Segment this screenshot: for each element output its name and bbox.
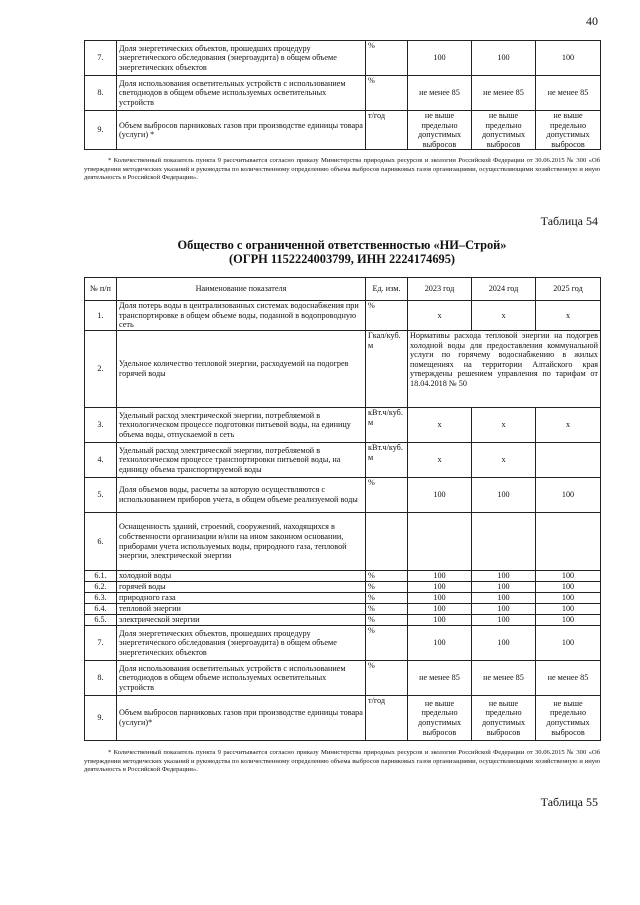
table-row <box>85 443 601 478</box>
row-number: 6.2. <box>85 582 117 593</box>
value-2023: 100 <box>408 41 472 76</box>
header-2023: 2023 год <box>408 278 472 301</box>
row-number: 6.3. <box>85 593 117 604</box>
value-2025: 100 <box>536 604 601 615</box>
row-number: 6.5. <box>85 615 117 626</box>
unit-cell: кВт.ч/куб. м <box>366 443 408 478</box>
value-2025: 100 <box>536 41 601 76</box>
indicator-name: природного газа <box>117 593 366 604</box>
table-row <box>85 408 601 443</box>
value-2025: 100 <box>536 478 601 513</box>
table-row <box>85 331 601 408</box>
row-number: 5. <box>85 478 117 513</box>
footnote-bottom: * Количественный показатель пункта 9 рассчитывается согласно приказу Министерства природных ресурсов и экологии Российской Федерации от 30.06.2015 № 300 «Об утверждении методических указаний и руководства по количественному определению объема выбросов парниковых газов организациями, осуществляющими хозяйственную и иную деятельность в Российской Федерации». <box>84 749 600 774</box>
unit-cell: Гкал/куб. м <box>366 331 408 408</box>
value-2025: 100 <box>536 626 601 661</box>
value-2023: 100 <box>408 615 472 626</box>
indicator-name: Объем выбросов парниковых газов при производстве единицы товара (услуги) * <box>117 111 366 150</box>
row-number: 6.1. <box>85 571 117 582</box>
organization-name: Общество с ограниченной ответственностью «НИ–Строй» <box>177 238 507 252</box>
unit-cell <box>366 513 408 571</box>
table-row <box>85 111 601 150</box>
unit-cell: % <box>366 76 408 111</box>
row-number: 7. <box>85 41 117 76</box>
indicator-name: электрической энергии <box>117 615 366 626</box>
table-row <box>85 593 601 604</box>
row-number: 6.4. <box>85 604 117 615</box>
value-2025: 100 <box>536 615 601 626</box>
indicators-table-body <box>85 301 601 741</box>
value-2025: 100 <box>536 593 601 604</box>
unit-cell: т/год <box>366 111 408 150</box>
table-row <box>85 696 601 741</box>
header-number: № п/п <box>85 278 117 301</box>
merged-value-cell: Нормативы расхода тепловой энергии на подогрев холодной воды для предоставления коммунальной услуги по горячему водоснабжению в жилых помещениях на территории Алтайского края утверждены решением управления по тарифам от 18.04.2018 № 50 <box>408 331 601 408</box>
value-2023: х <box>408 301 472 331</box>
value-2024: 100 <box>472 615 536 626</box>
row-number: 2. <box>85 331 117 408</box>
table-row <box>85 661 601 696</box>
unit-cell: % <box>366 626 408 661</box>
unit-cell: % <box>366 604 408 615</box>
row-number: 8. <box>85 661 117 696</box>
value-2023: 100 <box>408 604 472 615</box>
value-2025: не выше предельно допустимых выбросов <box>536 111 601 150</box>
value-2023: не выше предельно допустимых выбросов <box>408 111 472 150</box>
table-row <box>85 626 601 661</box>
value-2023: 100 <box>408 582 472 593</box>
page-number: 40 <box>586 14 598 28</box>
value-2025: 100 <box>536 571 601 582</box>
table-row <box>85 582 601 593</box>
value-2023: не выше предельно допустимых выбросов <box>408 696 472 741</box>
indicators-table <box>84 277 601 741</box>
header-2025: 2025 год <box>536 278 601 301</box>
unit-cell: % <box>366 478 408 513</box>
value-2024: не выше предельно допустимых выбросов <box>472 111 536 150</box>
unit-cell: % <box>366 571 408 582</box>
value-2024: х <box>472 408 536 443</box>
table-row <box>85 478 601 513</box>
value-2025: не менее 85 <box>536 661 601 696</box>
table-row <box>85 41 601 76</box>
organization-ids: (ОГРН 1152224003799, ИНН 2224174695) <box>228 252 456 266</box>
value-2024: не менее 85 <box>472 76 536 111</box>
value-2024: 100 <box>472 582 536 593</box>
value-2023: 100 <box>408 478 472 513</box>
value-2024 <box>472 513 536 571</box>
continued-table-body <box>85 41 601 150</box>
indicator-name: Доля объемов воды, расчеты за которую осуществляются с использованием приборов учета, в общем объеме реализуемой воды <box>117 478 366 513</box>
value-2024: х <box>472 443 536 478</box>
value-2024: 100 <box>472 593 536 604</box>
indicator-name: Оснащенность зданий, строений, сооружений, находящихся в собственности организации и/или на ином законном основании, приборами учета используемых воды, природного газа, тепловой энергии, электрической энергии <box>117 513 366 571</box>
value-2025: не менее 85 <box>536 76 601 111</box>
value-2025: не выше предельно допустимых выбросов <box>536 696 601 741</box>
value-2023: 100 <box>408 626 472 661</box>
unit-cell: % <box>366 582 408 593</box>
continued-table <box>84 40 601 150</box>
unit-cell: % <box>366 615 408 626</box>
value-2025 <box>536 443 601 478</box>
row-number: 7. <box>85 626 117 661</box>
value-2024: 100 <box>472 626 536 661</box>
unit-cell: т/год <box>366 696 408 741</box>
indicator-name: Доля энергетических объектов, прошедших процедуру энергетического обследования (энергоаудита) в общем объеме энергетических объектов <box>117 41 366 76</box>
unit-cell: % <box>366 41 408 76</box>
unit-cell: % <box>366 593 408 604</box>
indicator-name: Объем выбросов парниковых газов при производстве единицы товара (услуги)* <box>117 696 366 741</box>
table-row <box>85 571 601 582</box>
row-number: 8. <box>85 76 117 111</box>
unit-cell: % <box>366 301 408 331</box>
row-number: 1. <box>85 301 117 331</box>
indicator-name: Доля использования осветительных устройств с использованием светодиодов в общем объеме используемых осветительных устройств <box>117 661 366 696</box>
header-2024: 2024 год <box>472 278 536 301</box>
value-2024: 100 <box>472 478 536 513</box>
indicator-name: холодной воды <box>117 571 366 582</box>
value-2025: х <box>536 408 601 443</box>
indicator-name: горячей воды <box>117 582 366 593</box>
indicator-name: Удельное количество тепловой энергии, расходуемой на подогрев горячей воды <box>117 331 366 408</box>
value-2023 <box>408 513 472 571</box>
value-2023: х <box>408 408 472 443</box>
header-unit: Ед. изм. <box>366 278 408 301</box>
value-2024: 100 <box>472 604 536 615</box>
indicator-name: Доля потерь воды в централизованных системах водоснабжения при транспортировке в общем объеме воды, поданной в водопроводную сеть <box>117 301 366 331</box>
table-55-label: Таблица 55 <box>540 795 598 809</box>
table-54-label: Таблица 54 <box>540 214 598 228</box>
header-name: Наименование показателя <box>117 278 366 301</box>
unit-cell: кВт.ч/куб. м <box>366 408 408 443</box>
table-row <box>85 76 601 111</box>
value-2024: не менее 85 <box>472 661 536 696</box>
table-row <box>85 604 601 615</box>
value-2024: 100 <box>472 41 536 76</box>
table-row <box>85 301 601 331</box>
row-number: 9. <box>85 111 117 150</box>
value-2023: 100 <box>408 593 472 604</box>
footnote-top: * Количественный показатель пункта 9 рассчитывается согласно приказу Министерства природных ресурсов и экологии Российской Федерации от 30.06.2015 № 300 «Об утверждении методических указаний и руководства по количественному определению объема выбросов парниковых газов организациями, осуществляющими хозяйственную и иную деятельность в Российской Федерации». <box>84 157 600 182</box>
value-2025 <box>536 513 601 571</box>
value-2024: 100 <box>472 571 536 582</box>
value-2023: 100 <box>408 571 472 582</box>
value-2023: не менее 85 <box>408 661 472 696</box>
table-row <box>85 513 601 571</box>
row-number: 3. <box>85 408 117 443</box>
value-2024: х <box>472 301 536 331</box>
value-2023: х <box>408 443 472 478</box>
indicator-name: Удельный расход электрической энергии, потребляемой в технологическом процессе транспортировки питьевой воды, на единицу объема транспортируемой воды <box>117 443 366 478</box>
value-2023: не менее 85 <box>408 76 472 111</box>
unit-cell: % <box>366 661 408 696</box>
indicator-name: Удельный расход электрической энергии, потребляемой в технологическом процессе подготовки питьевой воды, на единицу объема воды, отпускаемой в сеть <box>117 408 366 443</box>
row-number: 9. <box>85 696 117 741</box>
row-number: 6. <box>85 513 117 571</box>
indicator-name: тепловой энергии <box>117 604 366 615</box>
value-2024: не выше предельно допустимых выбросов <box>472 696 536 741</box>
row-number: 4. <box>85 443 117 478</box>
indicator-name: Доля использования осветительных устройств с использованием светодиодов в общем объеме используемых осветительных устройств <box>117 76 366 111</box>
indicator-name: Доля энергетических объектов, прошедших процедуру энергетического обследования (энергоаудита) в общем объеме энергетических объектов <box>117 626 366 661</box>
value-2025: х <box>536 301 601 331</box>
table-header-row <box>85 278 601 301</box>
value-2025: 100 <box>536 582 601 593</box>
table-row <box>85 615 601 626</box>
